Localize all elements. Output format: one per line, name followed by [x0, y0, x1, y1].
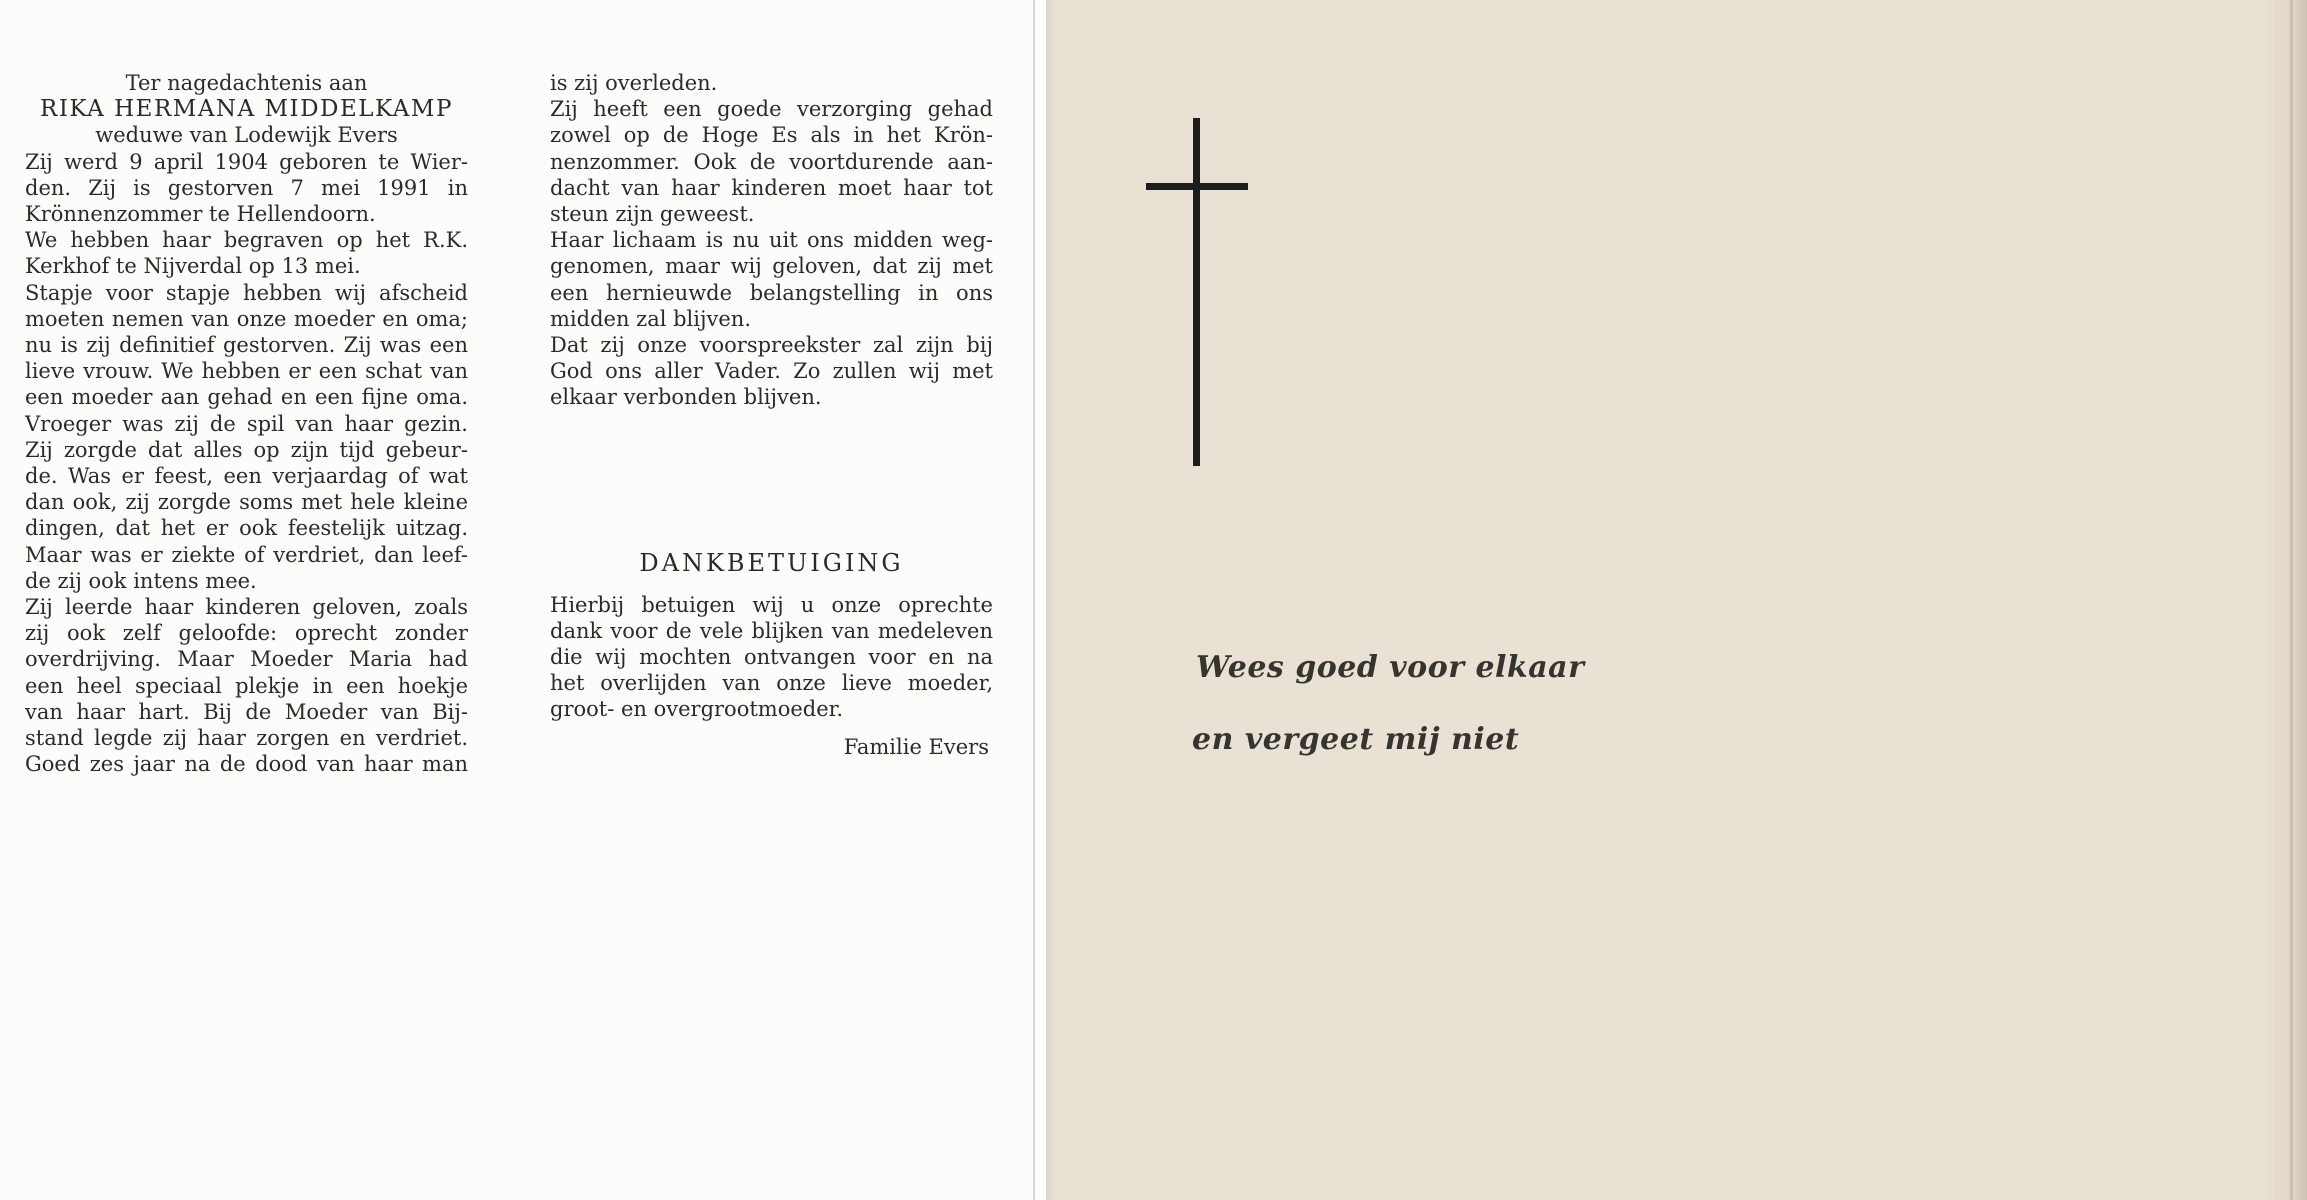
text-line: We hebben haar begraven op het R.K.	[25, 228, 468, 253]
text-line: God ons aller Vader. Zo zullen wij met	[550, 359, 993, 384]
section-heading: DANKBETUIGING	[639, 548, 904, 577]
text-line: is zij overleden.	[550, 71, 718, 95]
text-line: die wij mochten ontvangen voor en na	[550, 645, 993, 670]
text-line: de zij ook intens mee.	[25, 568, 257, 593]
text-line: dacht van haar kinderen moet haar tot	[550, 175, 993, 200]
text-line: Dat zij onze voorspreekster zal zijn bij	[550, 333, 993, 358]
text-line: Goed zes jaar na de dood van haar man	[25, 752, 468, 777]
text-line: lieve vrouw. We hebben er een schat van	[25, 359, 468, 384]
handwritten-line-2: en vergeet mij niet	[1192, 722, 1520, 757]
deceased-name: RIKA HERMANA MIDDELKAMP	[40, 96, 453, 123]
text-line: Zij leerde haar kinderen geloven, zoals	[25, 595, 468, 620]
text-line: moeten nemen van onze moeder en oma;	[25, 306, 468, 331]
text-line: Zij werd 9 april 1904 geboren te Wier-	[25, 149, 468, 174]
text-line: een heel speciaal plekje in een hoekje	[25, 673, 468, 698]
text-line: zij ook zelf geloofde: oprecht zonder	[25, 621, 468, 646]
text-line: Krönnenzommer te Hellendoorn.	[25, 202, 376, 227]
text-line: Hierbij betuigen wij u onze oprechte	[550, 592, 993, 617]
signature: Familie Evers	[843, 734, 989, 759]
text-line: van haar hart. Bij de Moeder van Bij-	[25, 699, 468, 724]
handwritten-line-1: Wees goed voor elkaar	[1196, 650, 1585, 685]
text-line: Ter nagedachtenis aan	[125, 71, 368, 95]
text-line: elkaar verbonden blijven.	[550, 385, 822, 410]
text-line: het overlijden van onze lieve moeder,	[550, 671, 993, 696]
cross-vertical-bar	[1193, 118, 1200, 466]
text-line: Zij heeft een goede verzorging gehad	[550, 97, 993, 122]
memorial-text-column-1	[25, 70, 468, 777]
text-line: genomen, maar wij geloven, dat zij met	[550, 254, 993, 279]
text-line: Stapje voor stapje hebben wij afscheid	[25, 280, 468, 305]
text-line: stand legde zij haar zorgen en verdriet.	[25, 726, 468, 751]
scanned-left-page	[0, 0, 1040, 1200]
scanned-right-page	[1046, 0, 2307, 1200]
text-line: nu is zij definitief gestorven. Zij was een	[25, 333, 468, 358]
text-line: een hernieuwde belangstelling in ons	[550, 280, 993, 305]
text-line: groot- en overgrootmoeder.	[550, 697, 844, 722]
memorial-text-column-2	[550, 70, 993, 760]
text-line: de. Was er feest, een verjaardag of wat	[25, 464, 468, 489]
text-line: een moeder aan gehad en een fijne oma.	[25, 385, 468, 410]
page-fold-edge	[2290, 0, 2293, 1200]
text-line: steun zijn geweest.	[550, 202, 755, 227]
text-line: dan ook, zij zorgde soms met hele kleine	[25, 490, 468, 515]
text-line: Kerkhof te Nijverdal op 13 mei.	[25, 254, 361, 279]
text-line: midden zal blijven.	[550, 306, 751, 331]
text-line: zowel op de Hoge Es als in het Krön-	[550, 123, 993, 148]
text-line: den. Zij is gestorven 7 mei 1991 in	[25, 175, 468, 200]
text-line: Vroeger was zij de spil van haar gezin.	[25, 411, 468, 436]
text-line: dank voor de vele blijken van medeleven	[550, 618, 993, 643]
page-divider	[1033, 0, 1035, 1200]
text-line: dingen, dat het er ook feestelijk uitzag.	[25, 516, 468, 541]
text-line: overdrijving. Maar Moeder Maria had	[25, 647, 468, 672]
cross-horizontal-bar	[1146, 183, 1248, 190]
text-line: Maar was er ziekte of verdriet, dan leef-	[25, 542, 468, 567]
text-line: nenzommer. Ook de voortdurende aan-	[550, 149, 993, 174]
text-line: weduwe van Lodewijk Evers	[95, 123, 398, 148]
text-line: Zij zorgde dat alles op zijn tijd gebeur-	[25, 437, 468, 462]
text-line: Haar lichaam is nu uit ons midden weg-	[550, 228, 993, 253]
